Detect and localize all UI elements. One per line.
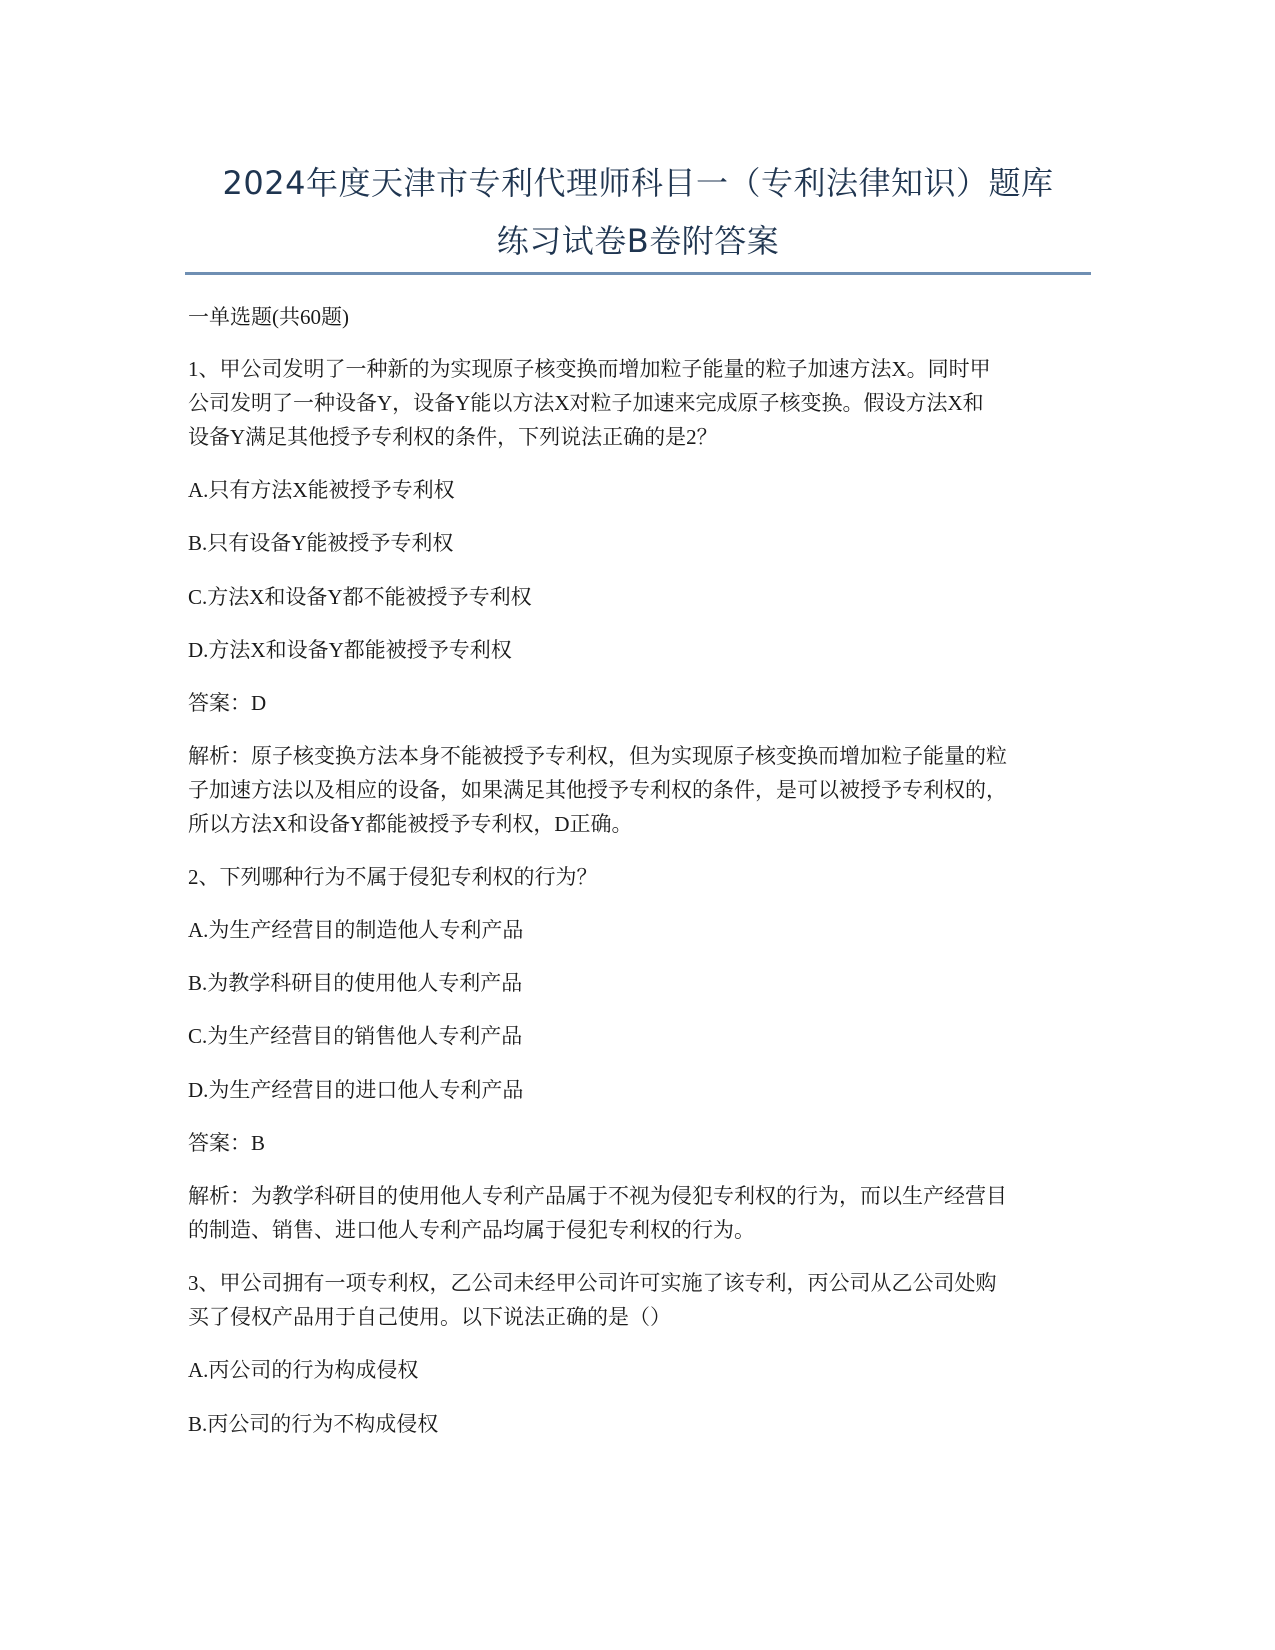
question-1-option-c: C.方法X和设备Y都不能被授予专利权 xyxy=(188,585,532,609)
question-2-option-d: D.为生产经营目的进口他人专利产品 xyxy=(188,1078,524,1102)
question-3-stem-line-2: 买了侵权产品用于自己使用。以下说法正确的是（） xyxy=(188,1305,671,1329)
question-1-option-a: A.只有方法X能被授予专利权 xyxy=(188,478,455,502)
question-2-analysis-line-1: 解析：为教学科研目的使用他人专利产品属于不视为侵犯专利权的行为，而以生产经营目 xyxy=(188,1184,1007,1208)
question-1-stem-line-3: 设备Y满足其他授予专利权的条件，下列说法正确的是2？ xyxy=(188,425,718,449)
question-3-option-a: A.丙公司的行为构成侵权 xyxy=(188,1358,419,1382)
question-2-option-b: B.为教学科研目的使用他人专利产品 xyxy=(188,971,523,995)
question-3-option-b: B.丙公司的行为不构成侵权 xyxy=(188,1412,439,1436)
question-2-option-c: C.为生产经营目的销售他人专利产品 xyxy=(188,1024,523,1048)
question-1-stem-line-2: 公司发明了一种设备Y，设备Y能以方法X对粒子加速来完成原子核变换。假设方法X和 xyxy=(188,391,984,415)
title-divider xyxy=(185,272,1091,275)
question-1-stem-line-1: 1、甲公司发明了一种新的为实现原子核变换而增加粒子能量的粒子加速方法X。同时甲 xyxy=(188,357,991,381)
question-2-analysis-line-2: 的制造、销售、进口他人专利产品均属于侵犯专利权的行为。 xyxy=(188,1218,755,1242)
document-title-line-2: 练习试卷B卷附答案 xyxy=(496,222,780,260)
question-3-stem-line-1: 3、甲公司拥有一项专利权，乙公司未经甲公司许可实施了该专利，丙公司从乙公司处购 xyxy=(188,1271,997,1295)
question-2-stem-line-1: 2、下列哪种行为不属于侵犯专利权的行为？ xyxy=(188,865,598,889)
question-1-option-d: D.方法X和设备Y都能被授予专利权 xyxy=(188,638,512,662)
question-1-option-b: B.只有设备Y能被授予专利权 xyxy=(188,531,454,555)
question-1-answer: 答案：D xyxy=(188,691,267,715)
question-2-answer: 答案：B xyxy=(188,1131,266,1155)
question-2-option-a: A.为生产经营目的制造他人专利产品 xyxy=(188,918,524,942)
section-header: 一单选题(共60题) xyxy=(188,305,349,329)
document-title-line-1: 2024年度天津市专利代理师科目一（专利法律知识）题库 xyxy=(222,164,1054,202)
question-1-analysis-line-1: 解析：原子核变换方法本身不能被授予专利权，但为实现原子核变换而增加粒子能量的粒 xyxy=(188,744,1007,768)
question-1-analysis-line-3: 所以方法X和设备Y都能被授予专利权，D正确。 xyxy=(188,812,633,836)
question-1-analysis-line-2: 子加速方法以及相应的设备，如果满足其他授予专利权的条件，是可以被授予专利权的， xyxy=(188,778,1007,802)
